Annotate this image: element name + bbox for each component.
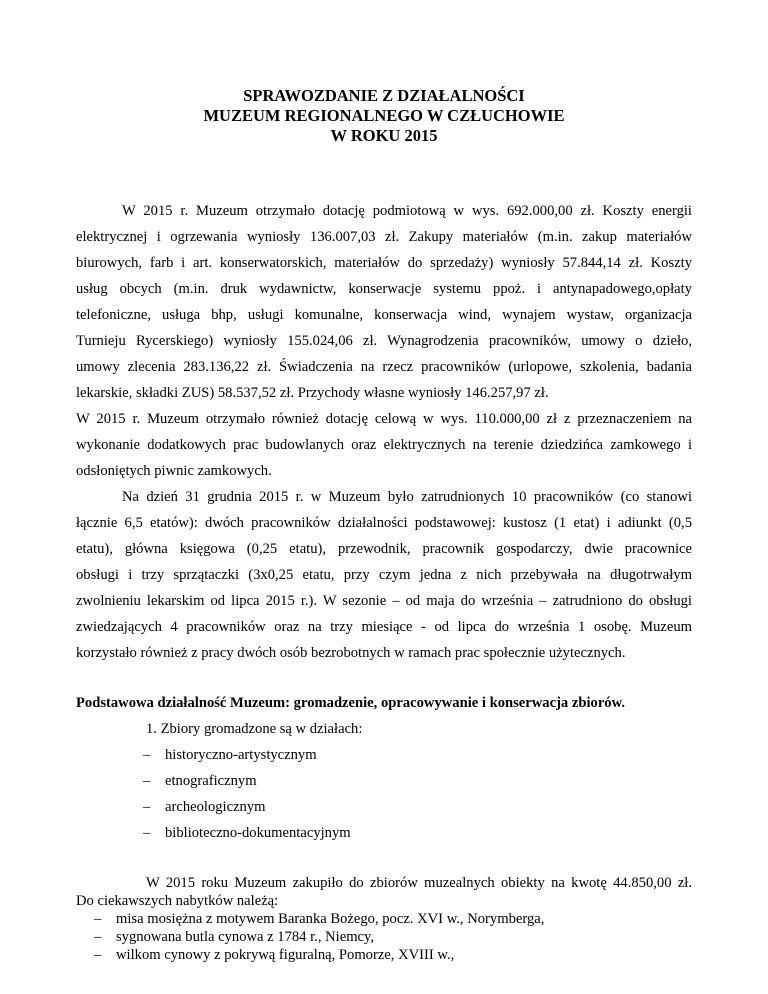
- paragraph-line: etatu), główna księgowa (0,25 etatu), przewodnik, pracownik gospodarczy, dwie pracownice: [76, 541, 692, 557]
- paragraph-line: umowy zlecenia 283.136,22 zł. Świadczenia na rzecz pracowników (urlopowe, szkolenia, badania: [76, 359, 692, 375]
- title-line-3: W ROKU 2015: [330, 126, 438, 145]
- paragraph-line: zwiedzających 4 pracowników oraz na trzy miesiące - od lipca do września 1 osobę. Muzeum: [76, 619, 692, 635]
- list-item-text: wilkom cynowy z pokrywą figuralną, Pomorze, XVIII w.,: [116, 947, 455, 963]
- list-item-text: misa mosiężna z motywem Baranka Bożego, pocz. XVI w., Norymberga,: [116, 911, 545, 927]
- list-item-text: archeologicznym: [165, 799, 266, 815]
- document-title: [0, 86, 768, 146]
- paragraph-line: usług obcych (m.in. druk wydawnictw, konserwacje systemu ppoż. i antynapadowego,opłaty: [76, 281, 692, 297]
- paragraph-line: Do ciekawszych nabytków należą:: [76, 893, 279, 909]
- paragraph-line: Na dzień 31 grudnia 2015 r. w Muzeum było zatrudnionych 10 pracowników (co stanowi: [122, 489, 692, 505]
- list-item-text: historyczno-artystycznym: [165, 747, 317, 763]
- paragraph-line: W 2015 roku Muzeum zakupiło do zbiorów muzealnych obiekty na kwotę 44.850,00 zł.: [146, 875, 692, 891]
- dash-bullet: –: [143, 799, 151, 815]
- section-heading: Podstawowa działalność Muzeum: gromadzenie, opracowywanie i konserwacja zbiorów.: [76, 695, 625, 711]
- numbered-item: 1. Zbiory gromadzone są w działach:: [146, 721, 363, 737]
- dash-bullet: –: [143, 773, 151, 789]
- dash-bullet: –: [143, 825, 151, 841]
- dash-bullet: –: [94, 911, 102, 927]
- dash-bullet: –: [94, 947, 102, 963]
- title-line-2: MUZEUM REGIONALNEGO W CZŁUCHOWIE: [203, 106, 565, 125]
- paragraph-line: W 2015 r. Muzeum otrzymało dotację podmiotową w wys. 692.000,00 zł. Koszty energii: [122, 203, 692, 219]
- list-item-text: biblioteczno-dokumentacyjnym: [165, 825, 351, 841]
- paragraph-line: zwolnieniu lekarskim od lipca 2015 r.). W sezonie – od maja do września – zatrudniono do obsługi: [76, 593, 692, 609]
- paragraph-line: elektrycznej i ogrzewania wyniosły 136.007,03 zł. Zakupy materiałów (m.in. zakup materiałów: [76, 229, 692, 245]
- list-item-text: sygnowana butla cynowa z 1784 r., Niemcy,: [116, 929, 375, 945]
- paragraph-line: W 2015 r. Muzeum otrzymało również dotację celową w wys. 110.000,00 zł z przeznaczeniem na: [76, 411, 692, 427]
- paragraph-line: łącznie 6,5 etatów): dwóch pracowników działalności podstawowej: kustosz (1 etat) i adiunkt (0,5: [76, 515, 692, 531]
- dash-bullet: –: [94, 929, 102, 945]
- title-line-1: SPRAWOZDANIE Z DZIAŁALNOŚCI: [243, 86, 525, 105]
- paragraph-line: Turnieju Rycerskiego) wyniosły 155.024,06 zł. Wynagrodzenia pracowników, umowy o dzieło,: [76, 333, 692, 349]
- paragraph-line: telefoniczne, usługa bhp, usługi komunalne, konserwacja wind, wynajem wystaw, organizacja: [76, 307, 692, 323]
- paragraph-line: obsługi i trzy sprzątaczki (3x0,25 etatu, przy czym jedna z nich przebywała na długotrwałym: [76, 567, 692, 583]
- paragraph-line: odsłoniętych piwnic zamkowych.: [76, 463, 272, 479]
- paragraph-line: wykonanie dodatkowych prac budowlanych oraz elektrycznych na terenie dziedzińca zamkowego i: [76, 437, 692, 453]
- list-item-text: etnograficznym: [165, 773, 257, 789]
- dash-bullet: –: [143, 747, 151, 763]
- paragraph-line: lekarskie, składki ZUS) 58.537,52 zł. Przychody własne wyniosły 146.257,97 zł.: [76, 385, 549, 401]
- paragraph-line: korzystało również z pracy dwóch osób bezrobotnych w ramach prac społecznie użytecznych.: [76, 645, 626, 661]
- paragraph-line: biurowych, farb i art. konserwatorskich, materiałów do sprzedaży) wyniosły 57.844,14 zł. Koszty: [76, 255, 692, 271]
